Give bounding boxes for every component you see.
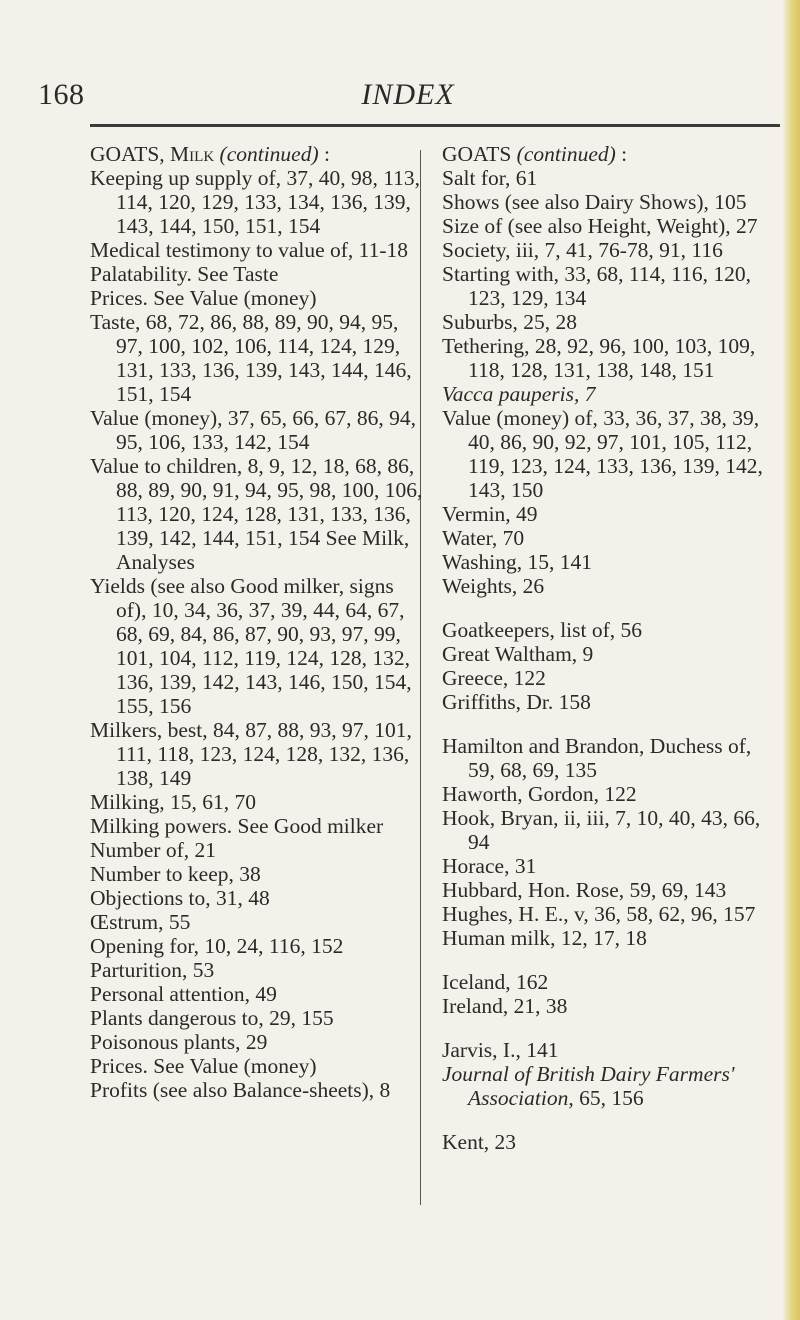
index-entry: Personal attention, 49 bbox=[90, 982, 277, 1006]
index-entry: Griffiths, Dr. 158 bbox=[442, 690, 591, 714]
index-entry: Value (money), 37, 65, 66, 67, 86, 94, 95, 106, 133, 142, 154 bbox=[90, 406, 417, 454]
index-entry: Salt for, 61 bbox=[442, 166, 538, 190]
index-entry: Hook, Bryan, ii, iii, 7, 10, 40, 43, 66, 94 bbox=[442, 806, 761, 854]
group-gap bbox=[442, 950, 780, 970]
index-entry: Profits (see also Balance-sheets), 8 bbox=[90, 1078, 391, 1102]
index-entry: Taste, 68, 72, 86, 88, 89, 90, 94, 95, 97, 100, 102, 106, 114, 124, 129, 131, 133, 136, 139, 143, 144, 146, 151, 154 bbox=[90, 310, 412, 406]
index-entry: Value (money) of, 33, 36, 37, 38, 39, 40, 86, 90, 92, 97, 101, 105, 112, 119, 123, 124, 133, 136, 139, 142, 143, 150 bbox=[442, 406, 763, 502]
index-entry: Keeping up supply of, 37, 40, 98, 113, 114, 120, 129, 133, 134, 136, 139, 143, 144, 150, 151, 154 bbox=[90, 166, 421, 238]
index-entry: Milking powers. See Good milker bbox=[90, 814, 384, 838]
index-entry: Number to keep, 38 bbox=[90, 862, 261, 886]
index-entry: Plants dangerous to, 29, 155 bbox=[90, 1006, 334, 1030]
page-number: 168 bbox=[38, 78, 85, 111]
group-gap bbox=[442, 598, 780, 618]
running-title: INDEX bbox=[361, 78, 455, 111]
group-gap bbox=[442, 1018, 780, 1038]
index-entry: Yields (see also Good milker, signs of), 10, 34, 36, 37, 39, 44, 64, 67, 68, 69, 84, 86, 87, 90, 93, 97, 99, 101, 104, 112, 119, 124, 128, 132, 136, 139, 142, 143, 146, 150, 154, 155, 156 bbox=[90, 574, 412, 718]
index-entry: Prices. See Value (money) bbox=[90, 286, 317, 310]
index-entry: Hughes, H. E., v, 36, 58, 62, 96, 157 bbox=[442, 902, 756, 926]
index-entry: Palatability. See Taste bbox=[90, 262, 279, 286]
index-entry: Suburbs, 25, 28 bbox=[442, 310, 577, 334]
index-entry: Œstrum, 55 bbox=[90, 910, 191, 934]
index-entry: Poisonous plants, 29 bbox=[90, 1030, 268, 1054]
index-entry: Milking, 15, 61, 70 bbox=[90, 790, 257, 814]
index-entry: Goatkeepers, list of, 56 bbox=[442, 618, 643, 642]
main-heading-continued: GOATS (continued) : bbox=[442, 142, 628, 166]
index-entry: Medical testimony to value of, 11-18 bbox=[90, 238, 409, 262]
group-gap bbox=[442, 714, 780, 734]
index-entry: Vacca pauperis, 7 bbox=[442, 382, 596, 406]
page-header bbox=[38, 70, 778, 120]
index-entry: Weights, 26 bbox=[442, 574, 545, 598]
right-column bbox=[442, 142, 780, 1154]
index-entry: Kent, 23 bbox=[442, 1130, 517, 1154]
index-entry: Shows (see also Dairy Shows), 105 bbox=[442, 190, 747, 214]
left-column bbox=[90, 142, 428, 1102]
index-entry: Opening for, 10, 24, 116, 152 bbox=[90, 934, 344, 958]
main-heading: GOATS, Milk (continued) : bbox=[90, 142, 330, 166]
group-gap bbox=[442, 1110, 780, 1130]
page-edge bbox=[782, 0, 800, 1320]
index-entry: Washing, 15, 141 bbox=[442, 550, 592, 574]
index-entry: Human milk, 12, 17, 18 bbox=[442, 926, 647, 950]
index-entry: Great Waltham, 9 bbox=[442, 642, 594, 666]
index-entry: Tethering, 28, 92, 96, 100, 103, 109, 118, 128, 131, 138, 148, 151 bbox=[442, 334, 756, 382]
header-rule bbox=[90, 124, 780, 127]
index-entry: Parturition, 53 bbox=[90, 958, 215, 982]
index-entry: Journal of British Dairy Farmers' Association, 65, 156 bbox=[442, 1062, 735, 1110]
index-entry: Iceland, 162 bbox=[442, 970, 549, 994]
index-entry: Horace, 31 bbox=[442, 854, 537, 878]
index-entry: Hamilton and Brandon, Duchess of, 59, 68, 69, 135 bbox=[442, 734, 752, 782]
index-entry: Number of, 21 bbox=[90, 838, 216, 862]
index-entry: Prices. See Value (money) bbox=[90, 1054, 317, 1078]
index-entry: Greece, 122 bbox=[442, 666, 546, 690]
index-entry: Size of (see also Height, Weight), 27 bbox=[442, 214, 758, 238]
index-entry: Starting with, 33, 68, 114, 116, 120, 123, 129, 134 bbox=[442, 262, 751, 310]
index-entry: Haworth, Gordon, 122 bbox=[442, 782, 637, 806]
index-entry: Water, 70 bbox=[442, 526, 525, 550]
index-entry: Objections to, 31, 48 bbox=[90, 886, 270, 910]
index-entry: Vermin, 49 bbox=[442, 502, 538, 526]
index-entry: Society, iii, 7, 41, 76-78, 91, 116 bbox=[442, 238, 723, 262]
index-entry: Milkers, best, 84, 87, 88, 93, 97, 101, 111, 118, 123, 124, 128, 132, 136, 138, 149 bbox=[90, 718, 412, 790]
index-entry: Jarvis, I., 141 bbox=[442, 1038, 559, 1062]
index-entry: Value to children, 8, 9, 12, 18, 68, 86, 88, 89, 90, 91, 94, 95, 98, 100, 106, 113, 120, 124, 128, 131, 133, 136, 139, 142, 144, 151, 154 See Milk, Analyses bbox=[90, 454, 423, 574]
index-entry: Ireland, 21, 38 bbox=[442, 994, 568, 1018]
index-entry: Hubbard, Hon. Rose, 59, 69, 143 bbox=[442, 878, 727, 902]
